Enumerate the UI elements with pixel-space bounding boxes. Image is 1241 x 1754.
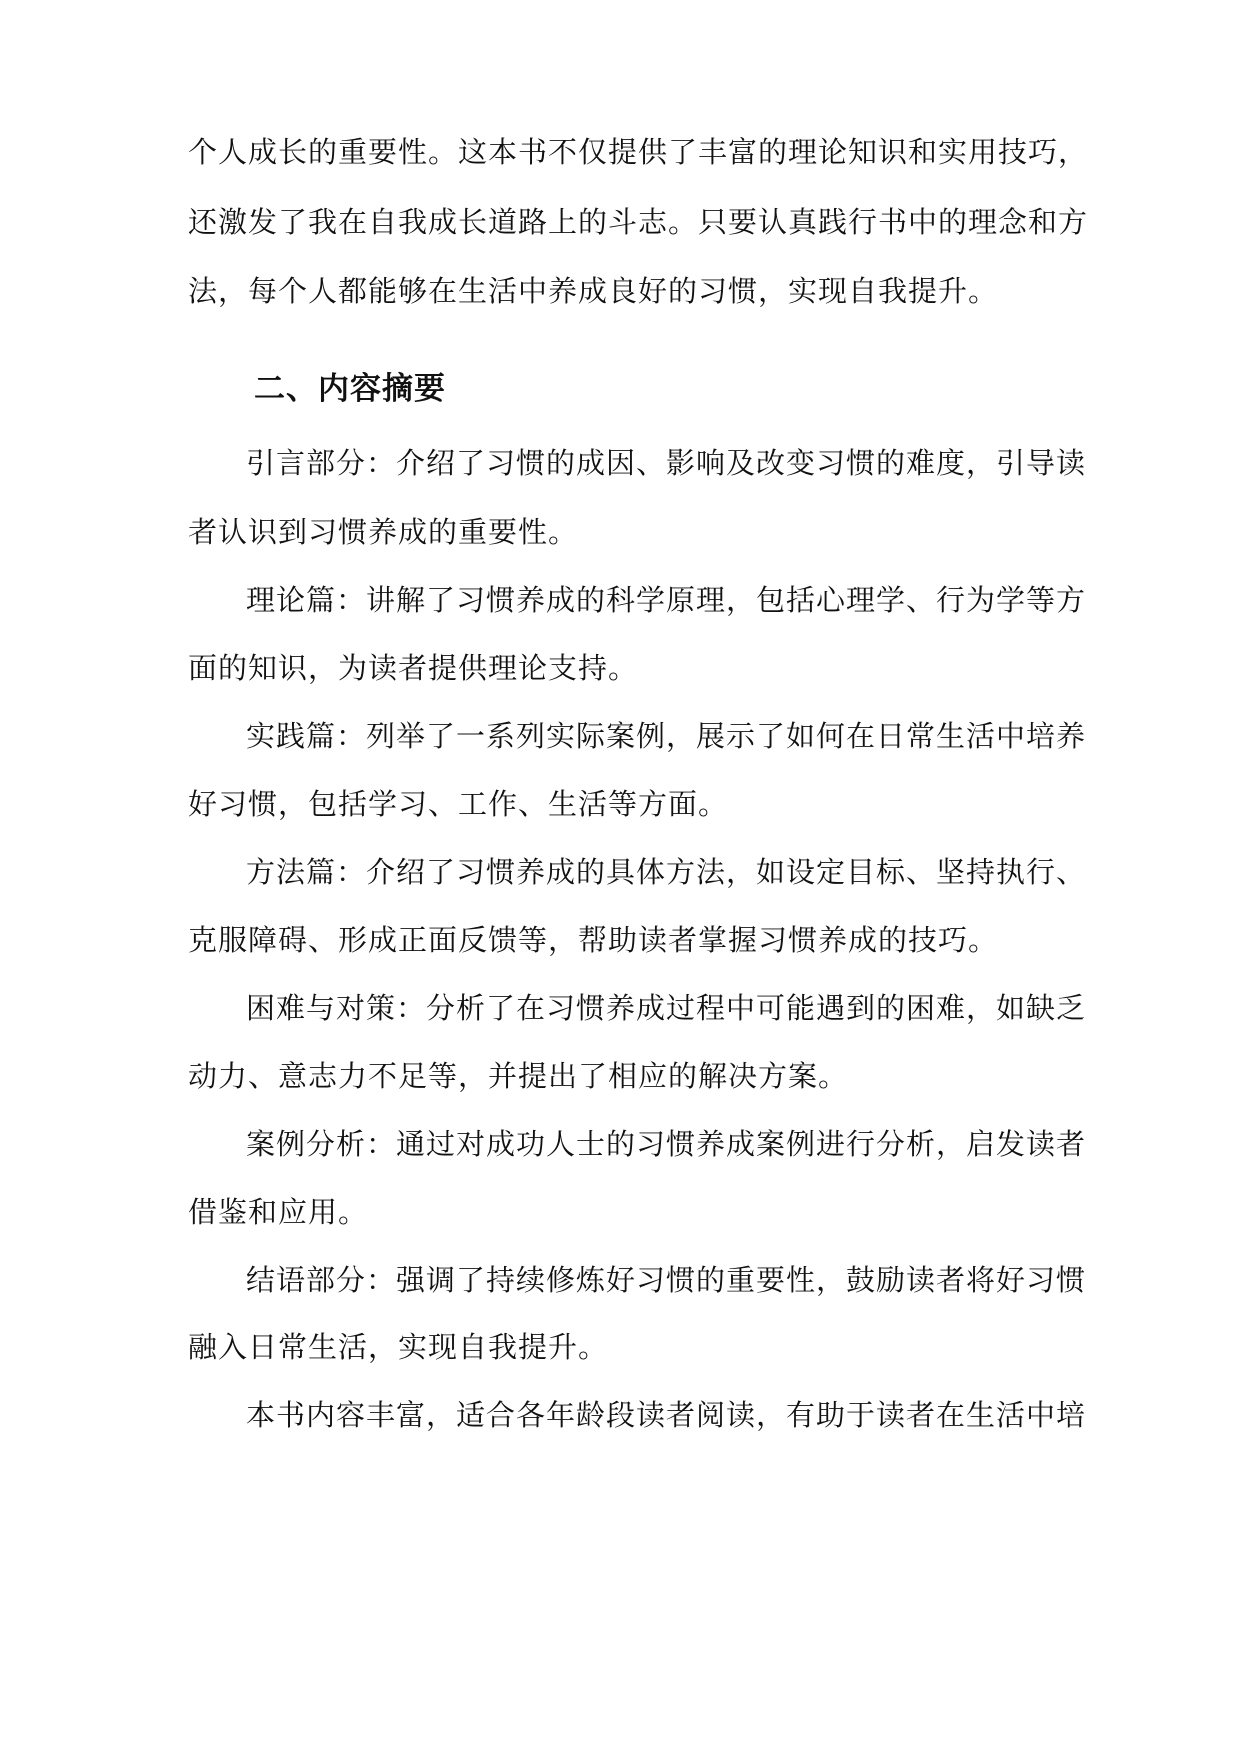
paragraph-case-line-2: 借鉴和应用。	[188, 1195, 369, 1229]
paragraph-summary-line-1: 本书内容丰富，适合各年龄段读者阅读，有助于读者在生活中培	[246, 1398, 1087, 1432]
paragraph-theory-line-1: 理论篇：讲解了习惯养成的科学原理，包括心理学、行为学等方	[246, 583, 1087, 617]
intro-line-3: 法，每个人都能够在生活中养成良好的习惯，实现自我提升。	[188, 274, 999, 308]
paragraph-intro-line-1: 引言部分：介绍了习惯的成因、影响及改变习惯的难度，引导读	[246, 446, 1087, 480]
paragraph-practice-line-1: 实践篇：列举了一系列实际案例，展示了如何在日常生活中培养	[246, 719, 1087, 753]
section-heading: 二、内容摘要	[254, 371, 446, 407]
paragraph-case-line-1: 案例分析：通过对成功人士的习惯养成案例进行分析，启发读者	[246, 1127, 1087, 1161]
paragraph-difficulty-line-2: 动力、意志力不足等，并提出了相应的解决方案。	[188, 1059, 849, 1093]
paragraph-theory-line-2: 面的知识，为读者提供理论支持。	[188, 651, 639, 685]
paragraph-method-line-1: 方法篇：介绍了习惯养成的具体方法，如设定目标、坚持执行、	[246, 855, 1087, 889]
paragraph-intro-line-2: 者认识到习惯养成的重要性。	[188, 515, 579, 549]
intro-line-2: 还激发了我在自我成长道路上的斗志。只要认真践行书中的理念和方	[188, 205, 1089, 239]
paragraph-practice-line-2: 好习惯，包括学习、工作、生活等方面。	[188, 787, 729, 821]
intro-line-1: 个人成长的重要性。这本书不仅提供了丰富的理论知识和实用技巧，	[188, 135, 1089, 169]
paragraph-method-line-2: 克服障碍、形成正面反馈等，帮助读者掌握习惯养成的技巧。	[188, 923, 999, 957]
paragraph-conclusion-line-1: 结语部分：强调了持续修炼好习惯的重要性，鼓励读者将好习惯	[246, 1263, 1087, 1297]
paragraph-conclusion-line-2: 融入日常生活，实现自我提升。	[188, 1330, 609, 1364]
paragraph-difficulty-line-1: 困难与对策：分析了在习惯养成过程中可能遇到的困难，如缺乏	[246, 991, 1087, 1025]
